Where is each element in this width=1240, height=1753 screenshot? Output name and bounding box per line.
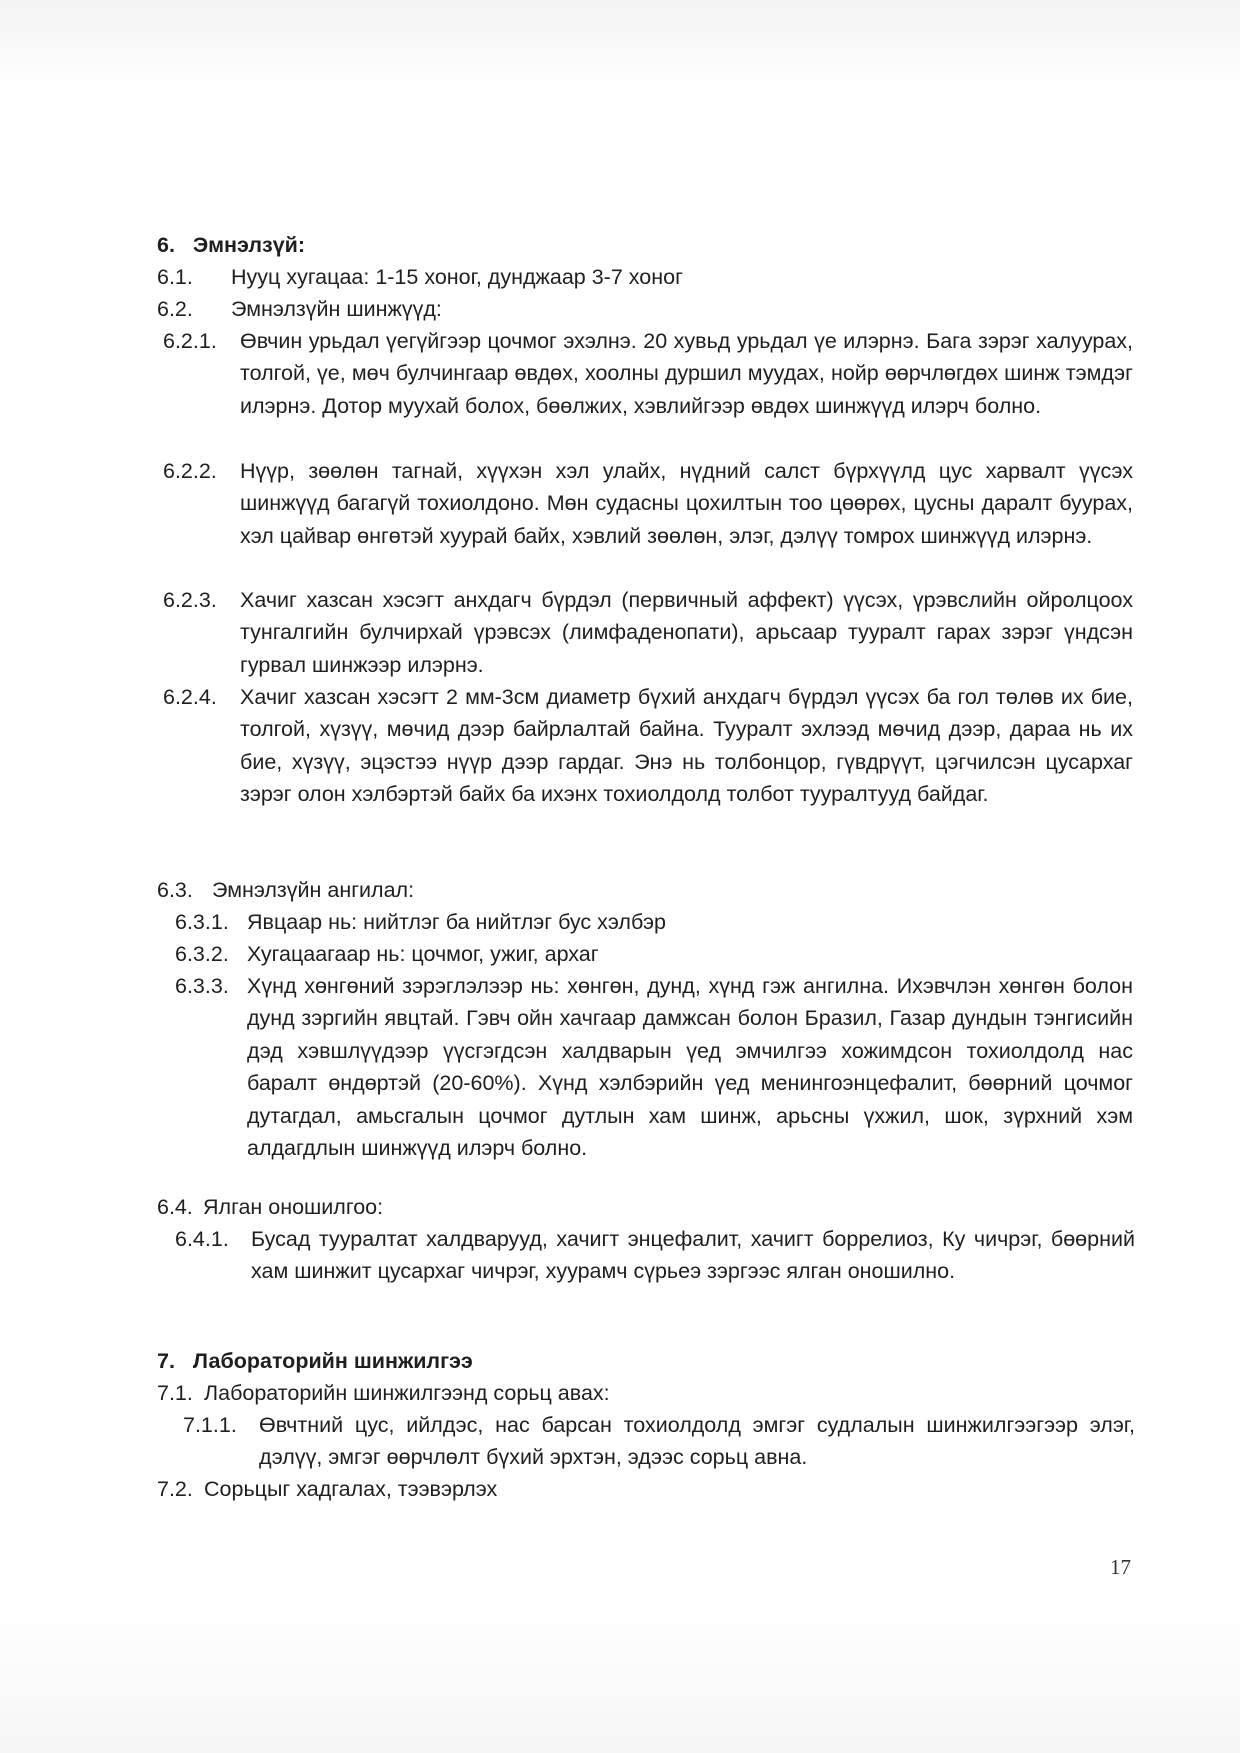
item-7-1-1-number: 7.1.1.: [183, 1413, 237, 1437]
section-6-heading: [157, 229, 305, 261]
item-number: 6.3.2.: [175, 942, 229, 966]
section-title: Эмнэлзүй:: [192, 233, 306, 257]
item-6-2-3-number: 6.2.3.: [163, 588, 217, 612]
item-text: Нууц хугацаа: 1-15 хоног, дунджаар 3-7 хоног: [231, 265, 683, 289]
item-number: 7.2.: [157, 1477, 193, 1501]
item-number: 6.2.: [157, 297, 193, 321]
section-7-heading: [157, 1345, 473, 1377]
item-6-2-3-text: Хачиг хазсан хэсэгт анхдагч бүрдэл (первичный аффект) үүсэх, үрэвслийн ойролцоох тунгалгийн булчирхай үрэвсэх (лимфаденопати), арьсаар тууралт гарах зэрэг үндсэн гурвал шинжээр илэрнэ.: [240, 588, 1133, 677]
section-number: 6.: [157, 233, 175, 257]
item-6-2-2-number: 6.2.2.: [163, 459, 217, 483]
item-6-3: [157, 874, 414, 906]
item-6-2-1-number: 6.2.1.: [163, 329, 217, 353]
item-6-3-3-text: Хүнд хөнгөний зэрэглэлээр нь: хөнгөн, дунд, хүнд гэж ангилна. Ихэвчлэн хөнгөн болон дунд зэргийн явцтай. Гэвч ойн хачгаар дамжсан болон Бразил, Газар дундын тэнгисийн дэд хэвшлүүдээр үүсгэгдсэн халдварын үед эмчилгээ хожимдсон тохиолдолд нас баралт өндөртэй (20-60%). Хүнд хэлбэрийн үед менингоэнцефалит, бөөрний цочмог дутагдал, амьсгалын цочмог дутлын хам шинж, арьсны үхжил, шок, зүрхний хэм алдагдлын шинжүүд илэрч болно.: [247, 974, 1133, 1161]
item-7-2: [157, 1473, 497, 1505]
item-7-1-1-text: Өвчтний цус, ийлдэс, нас барсан тохиолдолд эмгэг судлалын шинжилгээгээр элэг, дэлүү, эмгэг өөрчлөлт бүхий эрхтэн, эдээс сорьц авна.: [259, 1413, 1135, 1470]
item-number: 6.4.: [157, 1195, 193, 1219]
item-6-2-4-text: Хачиг хазсан хэсэгт 2 мм-3см диаметр бүхий анхдагч бүрдэл үүсэх ба гол төлөв их бие, толгой, хүзүү, мөчид дээр байрлалтай байна. Тууралт эхлээд мөчид дээр, дараа нь их бие, хүзүү, эцэстээ нүүр дээр гардаг. Энэ нь толбонцор, гүвдрүүт, цэгчилсэн цусархаг зэрэг олон хэлбэртэй байх ба ихэнх тохиолдолд толбот тууралтууд байдаг.: [240, 685, 1133, 807]
item-text: Явцаар нь: нийтлэг ба нийтлэг бус хэлбэр: [247, 910, 666, 934]
item-6-4: [157, 1191, 383, 1223]
item-text: Эмнэлзүйн шинжүүд:: [231, 297, 442, 321]
page-number: 17: [1110, 1555, 1131, 1579]
item-text: Лабораторийн шинжилгээнд сорьц авах:: [204, 1381, 610, 1405]
item-6-2: [157, 293, 442, 325]
section-number: 7.: [157, 1349, 175, 1373]
item-number: 7.1.: [157, 1381, 193, 1405]
item-text: Сорьцыг хадгалах, тээвэрлэх: [204, 1477, 498, 1501]
item-6-2-2-text: Нүүр, зөөлөн тагнай, хүүхэн хэл улайх, нүдний салст бүрхүүлд цус харвалт үүсэх шинжүүд багагүй тохиолдоно. Мөн судасны цохилтын тоо цөөрөх, цусны даралт буурах, хэл цайвар өнгөтэй хуурай байх, хэвлий зөөлөн, элэг, дэлүү томрох шинжүүд илэрнэ.: [240, 459, 1133, 548]
item-6-1: [157, 261, 683, 293]
item-number: 6.3.1.: [175, 910, 229, 934]
item-number: 6.3.: [157, 878, 193, 902]
item-text: Эмнэлзүйн ангилал:: [212, 878, 415, 902]
item-6-2-1-text: Өвчин урьдал үегүйгээр цочмог эхэлнэ. 20 хувьд урьдал үе илэрнэ. Бага зэрэг халуурах, толгой, үе, мөч булчингаар өвдөх, хоолны дуршил муудах, нойр өөрчлөгдөх шинж тэмдэг илэрнэ. Дотор муухай болох, бөөлжих, хэвлийгээр өвдөх шинжүүд илэрч болно.: [240, 329, 1133, 418]
item-text: Ялган оношилгоо:: [203, 1195, 384, 1219]
item-6-3-3-number: 6.3.3.: [175, 974, 229, 998]
item-6-2-4-number: 6.2.4.: [163, 685, 217, 709]
item-text: Хугацаагаар нь: цочмог, ужиг, архаг: [247, 942, 599, 966]
item-7-1: [157, 1377, 610, 1409]
item-6-3-2: [175, 938, 599, 970]
section-title: Лабораторийн шинжилгээ: [192, 1349, 473, 1373]
item-number: 6.1.: [157, 265, 193, 289]
item-6-4-1-number: 6.4.1.: [175, 1227, 229, 1251]
item-6-3-1: [175, 906, 666, 938]
item-6-4-1-text: Бусад тууралтат халдварууд, хачигт энцефалит, хачигт боррелиоз, Ку чичрэг, бөөрний хам шинжит цусархаг чичрэг, хуурамч сүрьеэ зэргээс ялган оношилно.: [251, 1227, 1135, 1284]
